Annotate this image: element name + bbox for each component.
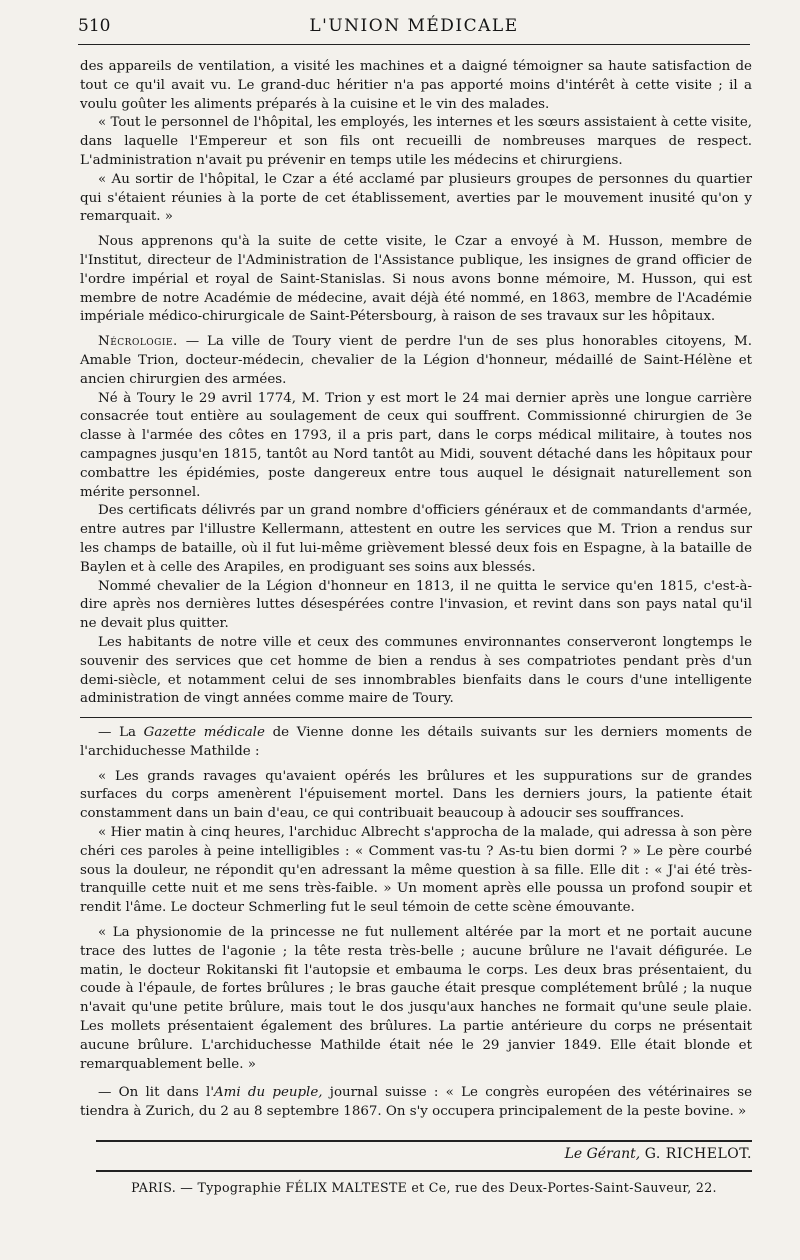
ami-du-peuple-title: Ami du peuple, [214, 1085, 323, 1101]
signature-name: G. RICHELOT. [644, 1146, 752, 1162]
paragraph: « Au sortir de l'hôpital, le Czar a été acclamé par plusieurs groupes de personnes du quartier qui s'étaient réunies à la porte de cet établissement, averties par le mouvement inusité qu'on y remarquait. » [80, 171, 752, 225]
page-header [78, 14, 750, 44]
section-separator [80, 717, 752, 718]
article-body [80, 58, 752, 1122]
paragraph: « Hier matin à cinq heures, l'archiduc Albrecht s'approcha de la malade, qui adressa à son père chéri ces paroles à peine intelligibles : « Comment vas-tu ? As-tu bien dormi ? » Le père courbé sous la douleur, ne répondit qu'en adressant la même question à sa fille. Elle dit : « J'ai été très-tranquille cette nuit et me sens très-faible. » Un moment après elle poussa un profond soupir et rendit l'âme. Le docteur Schmerling fut le seul témoin de cette scène émouvante. [80, 825, 752, 916]
gazette-intro: — La Gazette médicale de Vienne donne les détails suivants sur les derniers moments de l'archiduchesse Mathilde : [80, 725, 753, 759]
ami-paragraph: — On lit dans l'Ami du peuple, journal suisse : « Le congrès européen des vétérinaires se tiendra à Zurich, du 2 au 8 septembre 1867. On s'y occupera principalement de la peste bovine. » [80, 1085, 752, 1120]
running-title: L'UNION MÉDICALE [309, 16, 519, 36]
paragraph: « La physionomie de la princesse ne fut nullement altérée par la mort et ne portait aucune trace des luttes de l'agonie ; la tête resta très-belle ; aucune brûlure ne l'avait défigurée. Le matin, le docteur Rokitanski fit l'autopsie et embauma le corps. Les deux bras présentaient, du coude à l'épaule, de fortes brûlures ; le bras gauche était presque complétement brûlé ; la nuque n'avait qu'une petite brûlure, mais tout le dos jusqu'aux hanches ne formait qu'une seule plaie. Les mollets présentaient également des brûlures. La partie antérieure du corps ne présentait aucune brûlure. L'archiduchesse Mathilde était née le 29 janvier 1849. Elle était blonde et remarquablement belle. » [80, 925, 752, 1072]
necrology-label: Nécrologie. [98, 334, 178, 350]
paragraph: Nommé chevalier de la Légion d'honneur en 1813, il ne quitta le service qu'en 1815, c'est-à-dire après nos dernières luttes désespérées contre l'invasion, et revint dans son pays natal qu'il ne devait plus quitter. [80, 578, 752, 632]
header-rule [78, 44, 750, 45]
paragraph: « Tout le personnel de l'hôpital, les employés, les internes et les sœurs assistaient à cette visite, dans laquelle l'Empereur et son fils ont recueilli de nombreuses marques de respect. L'administration n'avait pu prévenir en temps utile les médecins et chirurgiens. [80, 115, 752, 168]
page-number: 510 [78, 16, 111, 36]
signature-rule-bottom [96, 1170, 752, 1172]
paragraph: Nous apprenons qu'à la suite de cette visite, le Czar a envoyé à M. Husson, membre de l'Institut, directeur de l'Administration de l'Assistance publique, les insignes de grand officier de l'ordre impérial et royal de Saint-Stanislas. Si nous avons bonne mémoire, M. Husson, qui est membre de notre Académie de médecine, avait déjà été nommé, en 1863, membre de l'Académie impériale médico-chirurgicale de Saint-Pétersbourg, à raison de ses travaux sur les hôpitaux. [80, 234, 752, 325]
paragraph: Des certificats délivrés par un grand nombre d'officiers généraux et de commandants d'armée, entre autres par l'illustre Kellermann, attestent en outre les services que M. Trion a rendus sur les champs de bataille, où il fut lui-même grièvement blessé deux fois en Espagne, à la bataille de Baylen et à celle des Arapiles, en prodiguant ses soins aux blessés. [80, 503, 752, 575]
necrology-paragraph: Nécrologie. — La ville de Toury vient de perdre l'un de ses plus honorables citoyens, M. Amable Trion, docteur-médecin, chevalier de la Légion d'honneur, médaillé de Saint-Hélène et ancien chirurgien des armées. [80, 334, 752, 387]
signature-label: Le Gérant, [564, 1146, 641, 1162]
necrology-text: La ville de Toury vient de perdre l'un de ses plus honorables citoyens, M. Amable Trion, docteur-médecin, chevalier de la Légion d'honneur, médaillé de Saint-Hélène et ancien chirurgien des armées. [80, 334, 752, 387]
paragraph: « Les grands ravages qu'avaient opérés les brûlures et les suppurations sur de grandes surfaces du corps amenèrent l'épuisement mortel. Dans les derniers jours, la patiente était constamment dans un bain d'eau, ce qui contribuait beaucoup à adoucir ses souffrances. [80, 768, 752, 822]
signature-rule-top [96, 1140, 752, 1142]
paragraph: Les habitants de notre ville et ceux des communes environnantes conserveront longtemps le souvenir des services que cet homme de bien a rendus à ses compatriotes pendant près d'un demi-siècle, et notamment celui de ses innombrables bienfaits dans le cours d'une intelligente administration de vingt années comme maire de Toury. [80, 634, 752, 707]
gazette-title: Gazette médicale [143, 725, 265, 741]
printer-imprint: PARIS. — Typographie FÉLIX MALTESTE et Ce, rue des Deux-Portes-Saint-Sauveur, 22. [131, 1180, 717, 1195]
paragraph: des appareils de ventilation, a visité les machines et a daigné témoigner sa haute satisfaction de tout ce qu'il avait vu. Le grand-duc héritier n'a pas apporté moins d'intérêt à cette visite ; il a voulu goûter les aliments préparés à la cuisine et le vin des malades. [80, 59, 752, 112]
signature [565, 1146, 752, 1162]
paragraph: Né à Toury le 29 avril 1774, M. Trion y est mort le 24 mai dernier après une longue carrière consacrée tout entière au soulagement de ceux qui souffrent. Commissionné chirurgien de 3e classe à l'armée des côtes en 1793, il a pris part, dans le corps médical militaire, à toutes nos campagnes jusqu'en 1815, tantôt au Nord tantôt au Midi, souvent détaché dans les hôpitaux pour combattre les épidémies, poste dangereux entre tous auquel le désignait naturellement son mérite personnel. [80, 390, 752, 500]
